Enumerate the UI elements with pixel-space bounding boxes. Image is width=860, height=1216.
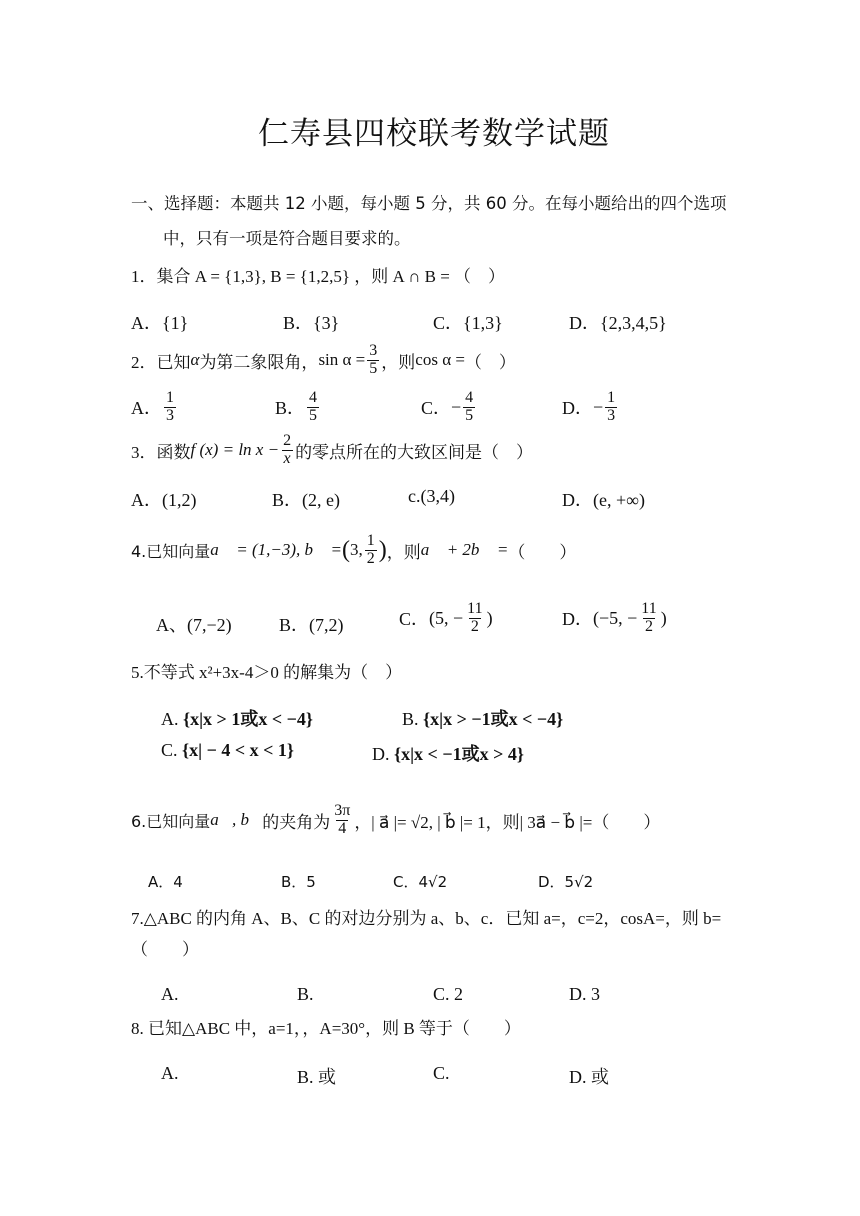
option-fraction [639,601,658,636]
question-8-option-d: D. 或 [569,1067,609,1087]
q2-text-a: 2．已知 [131,352,191,372]
q4-fraction [365,533,377,568]
option-fraction [465,601,484,636]
q3-text-a: 3．函数 [131,442,191,462]
option-prefix: (5, − [429,607,464,628]
option-fraction [463,390,475,425]
q2-text-c: ，则 [381,352,416,372]
q6-vectors: a⃗, b⃗ [210,810,263,830]
q2-sin-fraction [367,343,379,378]
option-sign: − [451,396,462,417]
fraction-numerator: 4 [465,389,474,406]
question-4-stem [131,533,576,568]
question-2-option-c [421,390,477,425]
option-label: C． [399,609,430,630]
question-5-option-d [372,740,524,766]
fraction-denominator: 3 [607,406,616,424]
question-4-option-b: B．(7,2) [279,615,344,635]
q4-text-c: （ ） [508,542,577,562]
option-label: D． [562,609,593,630]
question-5-option-a [161,705,313,731]
q2-cos: cos α = [415,350,465,370]
question-4-option-d [562,601,667,636]
option-sign: − [593,396,604,417]
fraction-denominator: 2 [470,617,479,635]
q4-text-a: 4.已知向量 [131,541,211,561]
q2-sin: sin α = [318,350,366,370]
q4-text-b: ，则 [386,542,421,562]
question-2-option-d [562,390,619,425]
question-2-option-a [131,390,178,425]
fraction-denominator: 5 [369,359,378,377]
option-text: {x|x > 1或x < −4} [183,709,313,729]
question-1-option-b: B．{3} [283,313,340,333]
option-text: {x|x < −1或x > 4} [394,744,524,764]
q2-text-b: 为第二象限角， [199,352,319,372]
section-heading-line2: 中，只有一项是符合题目要求的。 [163,229,411,248]
q4-paren-right: ) [378,536,387,563]
question-5-option-c [161,740,294,761]
page-title: 仁寿县四校联考数学试题 [258,116,610,152]
q4-vectors: a⃗ = (1,−3), b⃗ = [210,540,342,560]
question-1-stem: 1．集合 A = {1,3}, B = {1,2,5} ，则 A ∩ B = （ ） [131,267,506,286]
option-fraction [307,390,319,425]
q3-text-b: 的零点所在的大致区间是（ ） [295,442,534,462]
question-8-option-b: B. 或 [297,1067,337,1087]
q4-expression: a⃗ + 2b⃗ = [420,540,509,560]
q2-alpha: α [190,350,200,370]
question-1-option-a: A．{1} [131,313,189,333]
fraction-numerator: 1 [366,532,375,549]
q6-text-b: 的夹角为 [262,812,331,832]
q6-text-a: 6.已知向量 [131,811,211,831]
fraction-denominator: 3 [166,406,174,424]
fraction-numerator: 11 [641,600,657,617]
fraction-numerator: 1 [166,389,174,406]
question-7-option-c: C. 2 [433,984,464,1004]
question-6-option-b: B．5 [281,873,316,891]
fraction-numerator: 1 [607,389,616,406]
option-fraction [605,390,617,425]
question-3-stem [131,433,533,468]
fraction-denominator: 5 [309,406,318,424]
question-6-stem [131,803,660,838]
fraction-numerator: 2 [283,432,292,449]
question-3-option-d: D．(e, +∞) [562,490,645,510]
q6-fraction [332,803,352,838]
option-label: C． [421,398,452,419]
fraction-numerator: 11 [467,600,483,617]
fraction-denominator: 5 [465,406,474,424]
fraction-denominator: 4 [338,819,347,837]
option-fraction [164,390,176,425]
option-label: D． [562,398,593,419]
section-heading-line1: 一、选择题：本题共 12 小题，每小题 5 分，共 60 分。在每小题给出的四个选项 [131,194,727,213]
option-label: C. [161,740,178,760]
q3-function: f (x) = ln x − [190,440,280,460]
fraction-numerator: 3π [334,802,351,819]
fraction-denominator: 2 [645,617,653,635]
q2-text-d: （ ） [464,352,516,372]
question-8-option-c: C. [433,1063,450,1083]
fraction-denominator: x [283,449,291,467]
fraction-numerator: 4 [309,389,318,406]
option-label: B. [402,709,419,729]
question-3-option-b: B．(2, e) [272,490,340,510]
question-7-option-a: A. [161,984,179,1004]
option-suffix: ) [486,607,493,628]
q4-three: 3, [349,540,363,560]
question-8-stem: 8. 已知△ABC 中，a=1，，A=30°，则 B 等于（ ） [131,1019,521,1038]
fraction-denominator: 2 [366,549,375,567]
option-prefix: (−5, − [593,607,638,628]
question-4-option-a: A、(7,−2) [156,615,232,635]
question-3-option-c: c.(3,4) [408,486,455,506]
question-6-option-c: C．4√2 [393,873,448,891]
q6-text-c: ，| a⃗ |= √2, | b⃗ |= 1，则| 3a⃗ − b⃗ |=（ ） [354,812,661,832]
question-7-stem-line2: （ ） [131,940,199,959]
option-label: A． [131,398,162,419]
question-6-option-a: A．4 [148,873,183,891]
question-7-option-d: D. 3 [569,984,600,1004]
question-2-stem [131,343,516,378]
question-3-option-a: A．(1,2) [131,490,197,510]
option-text: {x|x > −1或x < −4} [423,709,564,729]
option-label: A. [161,709,179,729]
q3-fraction [281,433,293,468]
option-label: D. [372,744,390,764]
q4-paren-left: ( [341,536,350,563]
question-5-stem: 5.不等式 x²+3x-4＞0 的解集为（ ） [131,663,403,682]
question-2-option-b [275,390,321,425]
question-6-option-d: D．5√2 [538,873,594,891]
question-1-option-d: D．{2,3,4,5} [569,313,667,333]
option-text: {x| − 4 < x < 1} [182,740,294,760]
question-1-option-c: C．{1,3} [433,313,503,333]
question-5-option-b [402,705,563,731]
option-suffix: ) [660,607,667,628]
fraction-numerator: 3 [369,342,378,359]
question-7-stem-line1: 7.△ABC 的内角 A、B、C 的对边分别为 a、b、c．已知 a=，c=2，cosA=，则 b= [131,909,722,928]
question-8-option-a: A. [161,1063,179,1083]
question-7-option-b: B. [297,984,314,1004]
option-label: B． [275,398,306,419]
question-4-option-c [399,601,493,636]
